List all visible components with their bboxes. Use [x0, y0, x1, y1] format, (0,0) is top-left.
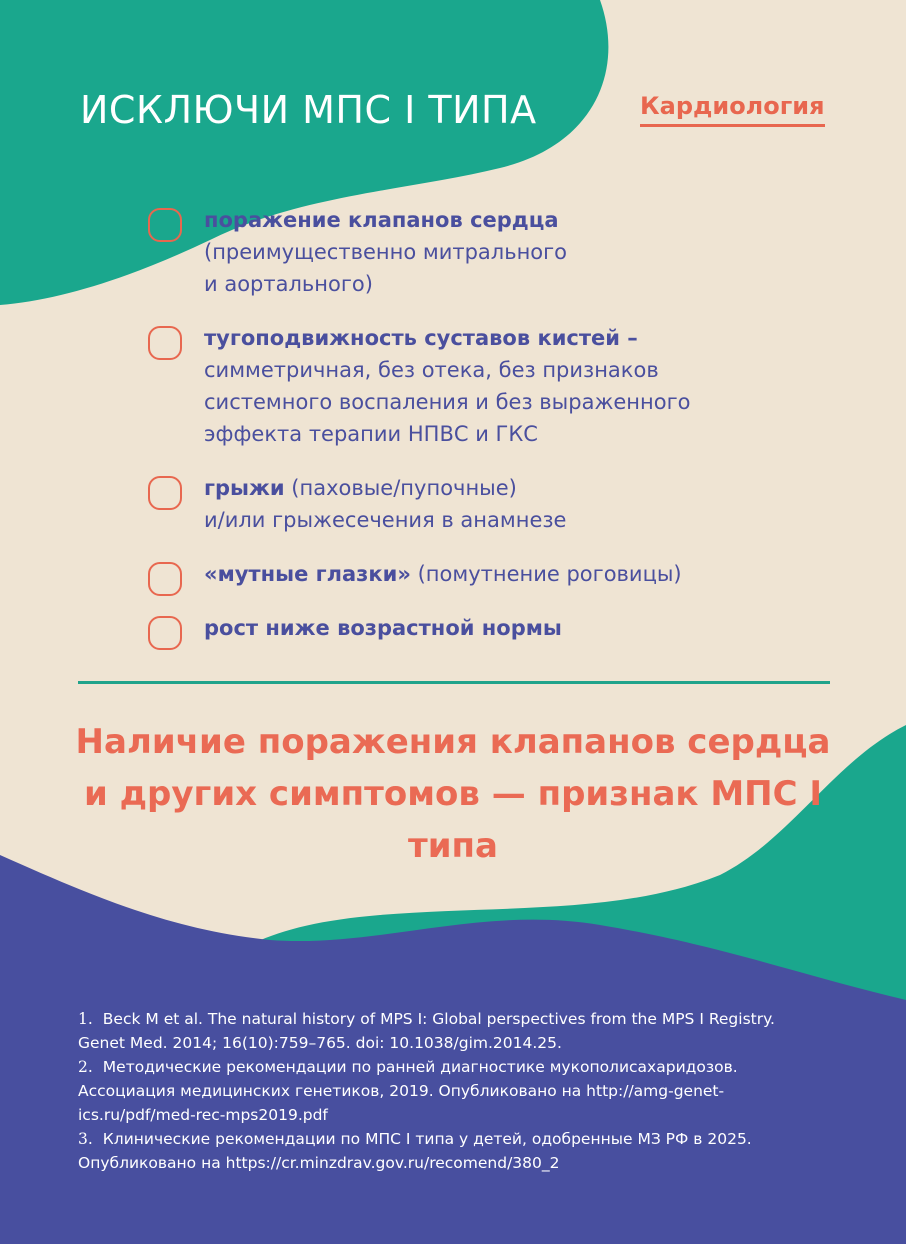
page-title: ИСКЛЮЧИ МПС I ТИПА [80, 88, 537, 132]
checklist-item [148, 558, 848, 590]
item-bold-text: грыжи [204, 476, 285, 500]
checklist-item [148, 204, 848, 300]
item-detail-text: симметричная, без отека, без признаков системного воспаления и без выраженного эффекта терапии НПВС и ГКС [204, 358, 691, 446]
item-bold-text: тугоподвижность суставов кистей – [204, 326, 638, 350]
reference-item [78, 1007, 798, 1055]
checklist-item [148, 612, 848, 644]
checklist-item-text [204, 322, 848, 450]
reference-number: 1. [78, 1010, 93, 1028]
checkbox-icon[interactable] [148, 326, 182, 360]
item-bold-text: поражение клапанов сердца [204, 208, 559, 232]
checkbox-icon[interactable] [148, 562, 182, 596]
reference-item [78, 1055, 798, 1127]
checkbox-icon[interactable] [148, 616, 182, 650]
checklist-item-text [204, 472, 848, 536]
item-detail-text: (помутнение роговицы) [410, 562, 682, 586]
references-list [78, 1007, 798, 1175]
reference-number: 3. [78, 1130, 93, 1148]
checklist-item [148, 322, 848, 450]
checklist-item-text [204, 204, 848, 300]
reference-text: Клинические рекомендации по МПС I типа у детей, одобренные МЗ РФ в 2025. Опубликовано на https://cr.minzdrav.gov.ru/recomend/380_2 [78, 1130, 752, 1172]
checklist-item-text [204, 612, 848, 644]
checklist [148, 204, 848, 666]
item-detail-text: (преимущественно митрального и аортального) [204, 240, 568, 296]
checklist-item [148, 472, 848, 536]
checklist-item-text [204, 558, 848, 590]
checkbox-icon[interactable] [148, 208, 182, 242]
reference-number: 2. [78, 1058, 93, 1076]
item-bold-text: рост ниже возрастной нормы [204, 616, 562, 640]
reference-text: Beck M et al. The natural history of MPS I: Global perspectives from the MPS I Registry. Genet Med. 2014; 16(10):759–765. doi: 10.1038/gim.2014.25. [78, 1010, 775, 1052]
item-detail-text: (паховые/пупочные) и/или грыжесечения в анамнезе [204, 476, 567, 532]
reference-item [78, 1127, 798, 1175]
item-bold-text: «мутные глазки» [204, 562, 411, 586]
category-tag: Кардиология [640, 92, 825, 127]
reference-text: Методические рекомендации по ранней диагностике мукополисахаридозов. Ассоциация медицинских генетиков, 2019. Опубликовано на http://amg-genet-ics.ru/pdf/med-rec-mps2019.pdf [78, 1058, 738, 1124]
checkbox-icon[interactable] [148, 476, 182, 510]
section-divider [78, 681, 830, 684]
callout-text: Наличие поражения клапанов сердца и других симптомов — признак МПС I типа [75, 722, 831, 866]
